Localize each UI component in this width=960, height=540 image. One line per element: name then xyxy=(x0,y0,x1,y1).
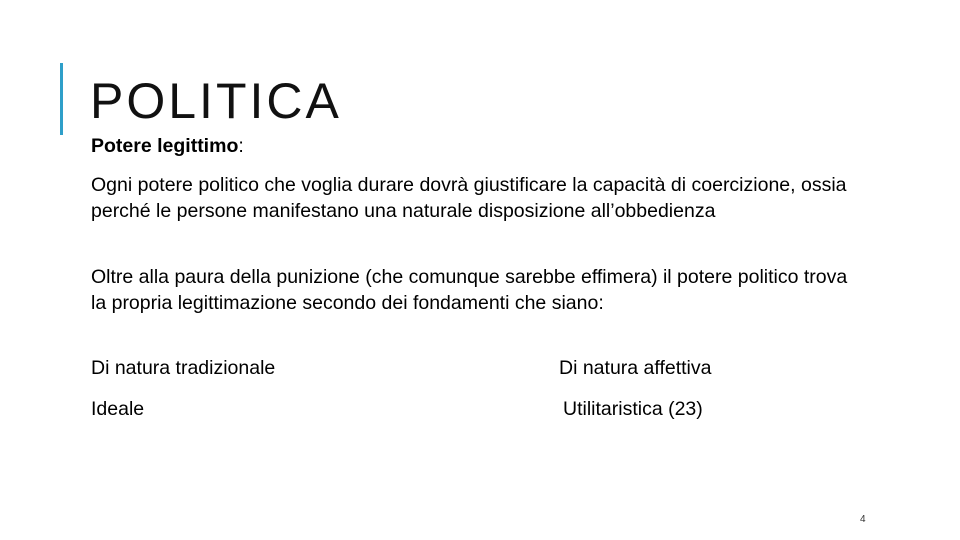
foundation-ideal: Ideale xyxy=(91,398,145,420)
paragraph-justification: Ogni potere politico che voglia durare dovrà giustificare la capacità di coercizione, ossia perché le persone manifestano una naturale disposizione all’obbedienza xyxy=(91,174,847,222)
paragraph-legitimation: Oltre alla paura della punizione (che comunque sarebbe effimera) il potere politico trova la propria legittimazione secondo dei fondamenti che siano: xyxy=(91,266,848,314)
foundation-traditional: Di natura tradizionale xyxy=(91,357,276,379)
foundation-affective: Di natura affettiva xyxy=(559,357,712,379)
foundation-utilitarian: Utilitaristica (23) xyxy=(563,398,703,420)
slide-title: POLITICA xyxy=(90,73,342,129)
subtitle-bold-text: Potere legittimo xyxy=(91,135,239,157)
title-accent-bar xyxy=(60,63,63,135)
page-number: 4 xyxy=(860,514,866,525)
subtitle-colon: : xyxy=(238,135,244,157)
slide-subtitle xyxy=(91,133,851,159)
